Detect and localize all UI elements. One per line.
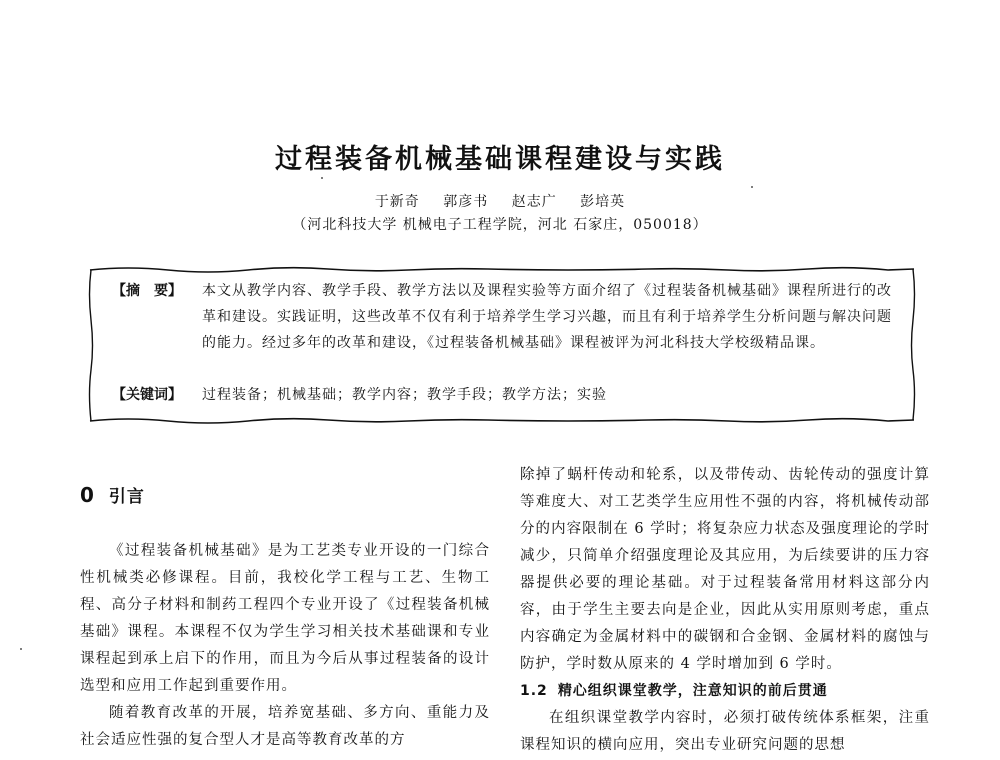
subsection-heading	[520, 678, 930, 705]
author-name: 于新奇	[374, 194, 420, 210]
subsection-title: 精心组织课堂教学，注意知识的前后贯通	[557, 683, 828, 699]
body-paragraph: 《过程装备机械基础》是为工艺类专业开设的一门综合性机械类必修课程。目前，我校化学工程与工艺、生物工程、高分子材料和制药工程四个专业开设了《过程装备机械基础》课程。本课程不仅为学生学习相关技术基础课和专业课程起到承上启下的作用，而且为今后从事过程装备的设计选型和应用工作起到重要作用。	[80, 543, 490, 694]
keywords-label-row	[112, 382, 202, 408]
body-paragraph: 在组织课堂教学内容时，必须打破传统体系框架，注重课程知识的横向应用，突出专业研究问题的思想	[520, 710, 930, 753]
scan-speck	[321, 177, 323, 179]
body-paragraph: 除掉了蜗杆传动和轮系，以及带传动、齿轮传动的强度计算等难度大、对工艺类学生应用性不强的内容，将机械传动部分的内容限制在 6 学时；将复杂应力状态及强度理论的学时减少，只简单介绍强度理论及其应用，为后续要讲的压力容器提供必要的理论基础。对于过程装备常用材料这部分内容，由于学生主要去向是企业，因此从实用原则考虑，重点内容确定为金属材料中的碳钢和合金钢、金属材料的腐蚀与防护，学时数从原来的 4 学时增加到 6 学时。	[520, 467, 930, 672]
author-name: 彭培英	[580, 194, 626, 210]
abstract-label: 【摘 要】	[112, 283, 182, 299]
author-name: 郭彦书	[443, 194, 489, 210]
section-title: 引言	[108, 487, 145, 507]
right-column	[520, 462, 930, 759]
keywords-label: 【关键词】	[112, 387, 182, 403]
section-heading	[80, 462, 490, 528]
author-list	[0, 191, 1000, 211]
author-name: 赵志广	[511, 194, 557, 210]
body-paragraph: 随着教育改革的开展，培养宽基础、多方向、重能力及社会适应性强的复合型人才是高等教育改革的方	[80, 705, 490, 748]
left-column	[80, 462, 490, 754]
paper-title: 过程装备机械基础课程建设与实践	[275, 144, 725, 175]
subsection-number: 1.2	[520, 683, 548, 699]
scan-speck	[20, 648, 22, 650]
author-affiliation: （河北科技大学 机械电子工程学院，河北 石家庄，050018）	[292, 217, 708, 233]
abstract-label-row	[112, 278, 202, 304]
keywords-text: 过程装备；机械基础；教学内容；教学手段；教学方法；实验	[202, 387, 607, 403]
section-number: 0	[80, 483, 95, 507]
abstract-text: 本文从教学内容、教学手段、教学方法以及课程实验等方面介绍了《过程装备机械基础》课程所进行的改革和建设。实践证明，这些改革不仅有利于培养学生学习兴趣，而且有利于培养学生分析问题与解决问题的能力。经过多年的改革和建设，《过程装备机械基础》课程被评为河北科技大学校级精品课。	[202, 283, 892, 351]
abstract-box	[88, 264, 916, 426]
scan-speck	[751, 186, 753, 188]
